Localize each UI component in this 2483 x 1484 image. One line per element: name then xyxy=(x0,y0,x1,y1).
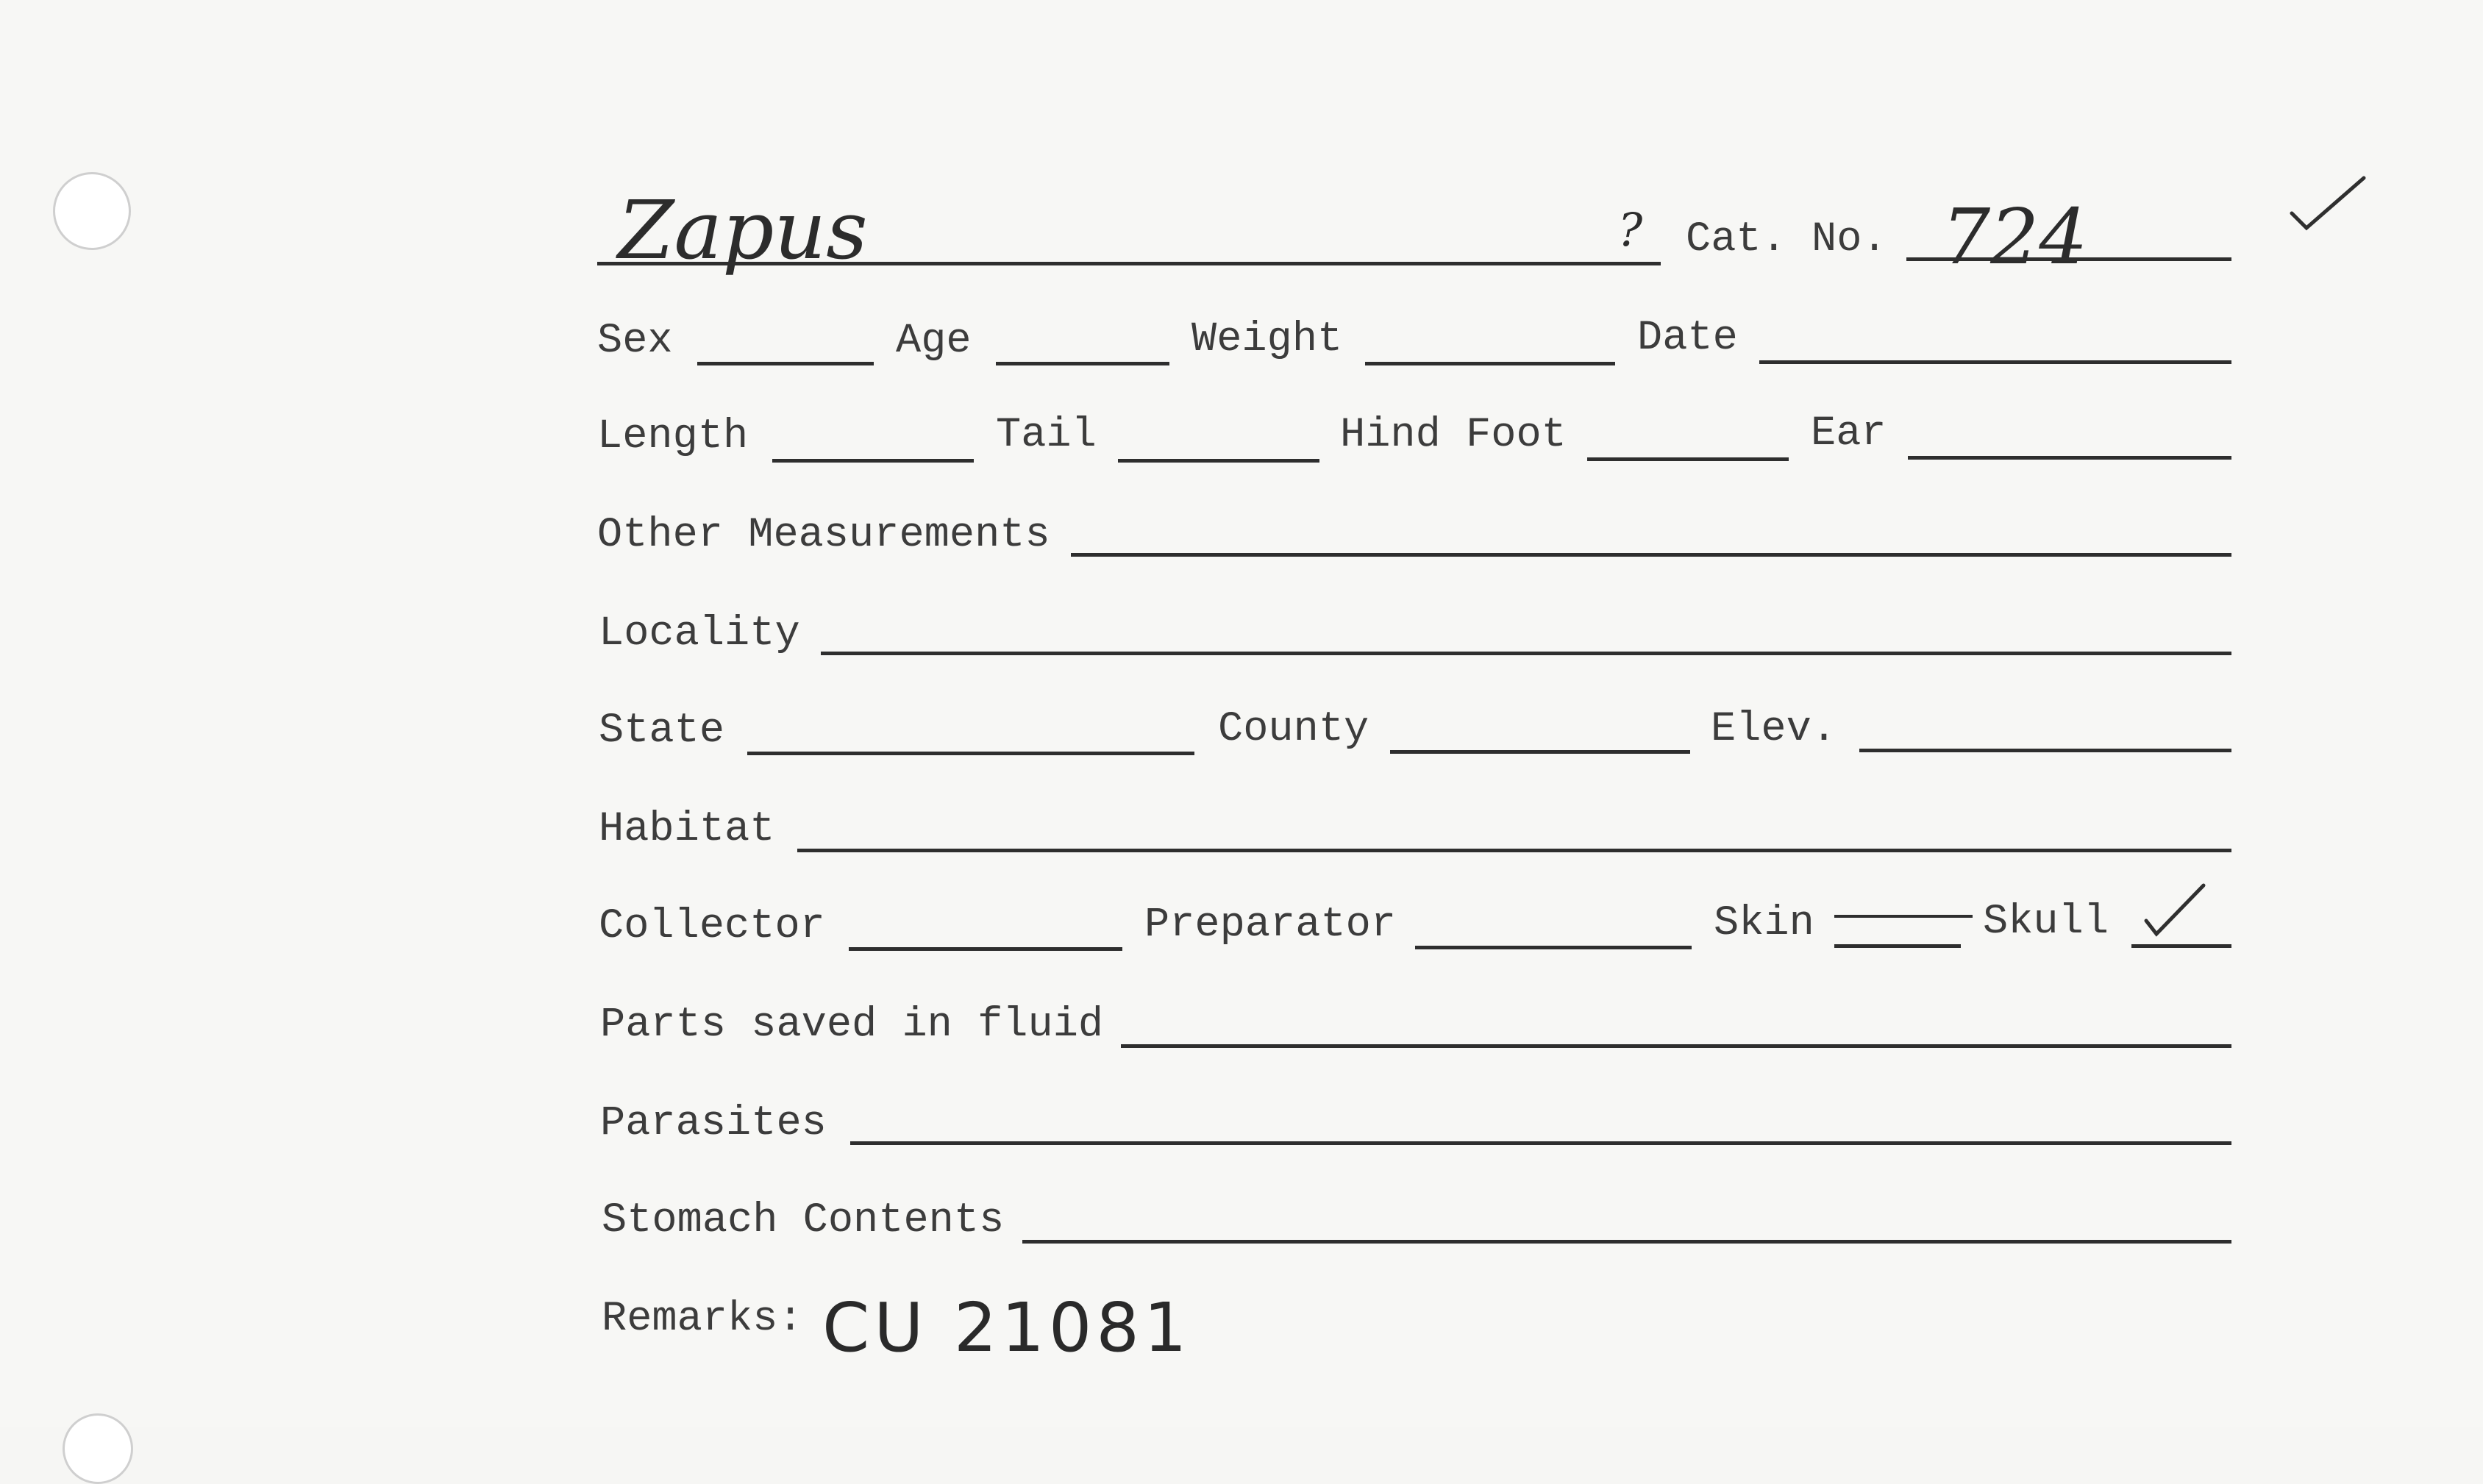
punch-hole-bottom xyxy=(63,1413,133,1484)
state-line xyxy=(747,752,1194,755)
parasites-label: Parasites xyxy=(600,1100,827,1147)
stomach-contents-line xyxy=(1022,1240,2231,1244)
skin-dash xyxy=(1834,915,1973,918)
skin-label: Skin xyxy=(1714,900,1814,947)
parts-saved-label: Parts saved in fluid xyxy=(600,1002,1104,1049)
preparator-line xyxy=(1415,946,1692,949)
ear-label: Ear xyxy=(1811,410,1887,457)
length-label: Length xyxy=(597,413,749,460)
length-line xyxy=(772,459,974,463)
sex-line xyxy=(697,362,874,365)
skull-label: Skull xyxy=(1983,899,2109,946)
date-line xyxy=(1759,360,2231,364)
age-label: Age xyxy=(896,318,972,365)
state-label: State xyxy=(599,707,725,755)
sex-label: Sex xyxy=(597,318,673,365)
habitat-line xyxy=(797,849,2231,852)
stomach-contents-label: Stomach Contents xyxy=(602,1197,1005,1244)
age-line xyxy=(996,362,1169,365)
locality-line xyxy=(821,652,2231,655)
hind-foot-line xyxy=(1587,457,1789,461)
query-mark: ? xyxy=(1618,203,1643,257)
county-line xyxy=(1390,750,1690,754)
cat-no-line xyxy=(1906,257,2231,261)
genus-name: Zapus xyxy=(618,183,868,277)
weight-line xyxy=(1365,362,1615,365)
collector-label: Collector xyxy=(599,903,825,950)
ear-line xyxy=(1908,456,2231,460)
other-measurements-line xyxy=(1071,553,2231,557)
hind-foot-label: Hind Foot xyxy=(1340,412,1567,459)
locality-label: Locality xyxy=(599,610,800,657)
collector-line xyxy=(849,947,1122,951)
other-measurements-label: Other Measurements xyxy=(597,512,1050,559)
date-label: Date xyxy=(1637,315,1738,362)
elev-label: Elev. xyxy=(1711,706,1837,753)
cat-no-value: 724 xyxy=(1942,192,2088,282)
skull-line xyxy=(2131,944,2231,948)
tail-line xyxy=(1118,459,1319,463)
cat-no-label: Cat. No. xyxy=(1686,216,1887,263)
county-label: County xyxy=(1218,706,1369,753)
genus-line xyxy=(597,262,1661,265)
parts-saved-line xyxy=(1121,1044,2231,1048)
preparator-label: Preparator xyxy=(1144,902,1397,949)
parasites-line xyxy=(850,1141,2231,1145)
habitat-label: Habitat xyxy=(599,806,775,853)
top-right-checkmark xyxy=(2287,175,2368,234)
remarks-label: Remarks: xyxy=(602,1296,803,1343)
punch-hole-top xyxy=(53,172,131,250)
remarks-value: CU 21081 xyxy=(822,1288,1191,1367)
skin-line xyxy=(1834,944,1961,948)
weight-label: Weight xyxy=(1191,316,1343,363)
tail-label: Tail xyxy=(996,412,1097,459)
elev-line xyxy=(1859,749,2231,752)
skull-checkmark xyxy=(2142,882,2208,941)
